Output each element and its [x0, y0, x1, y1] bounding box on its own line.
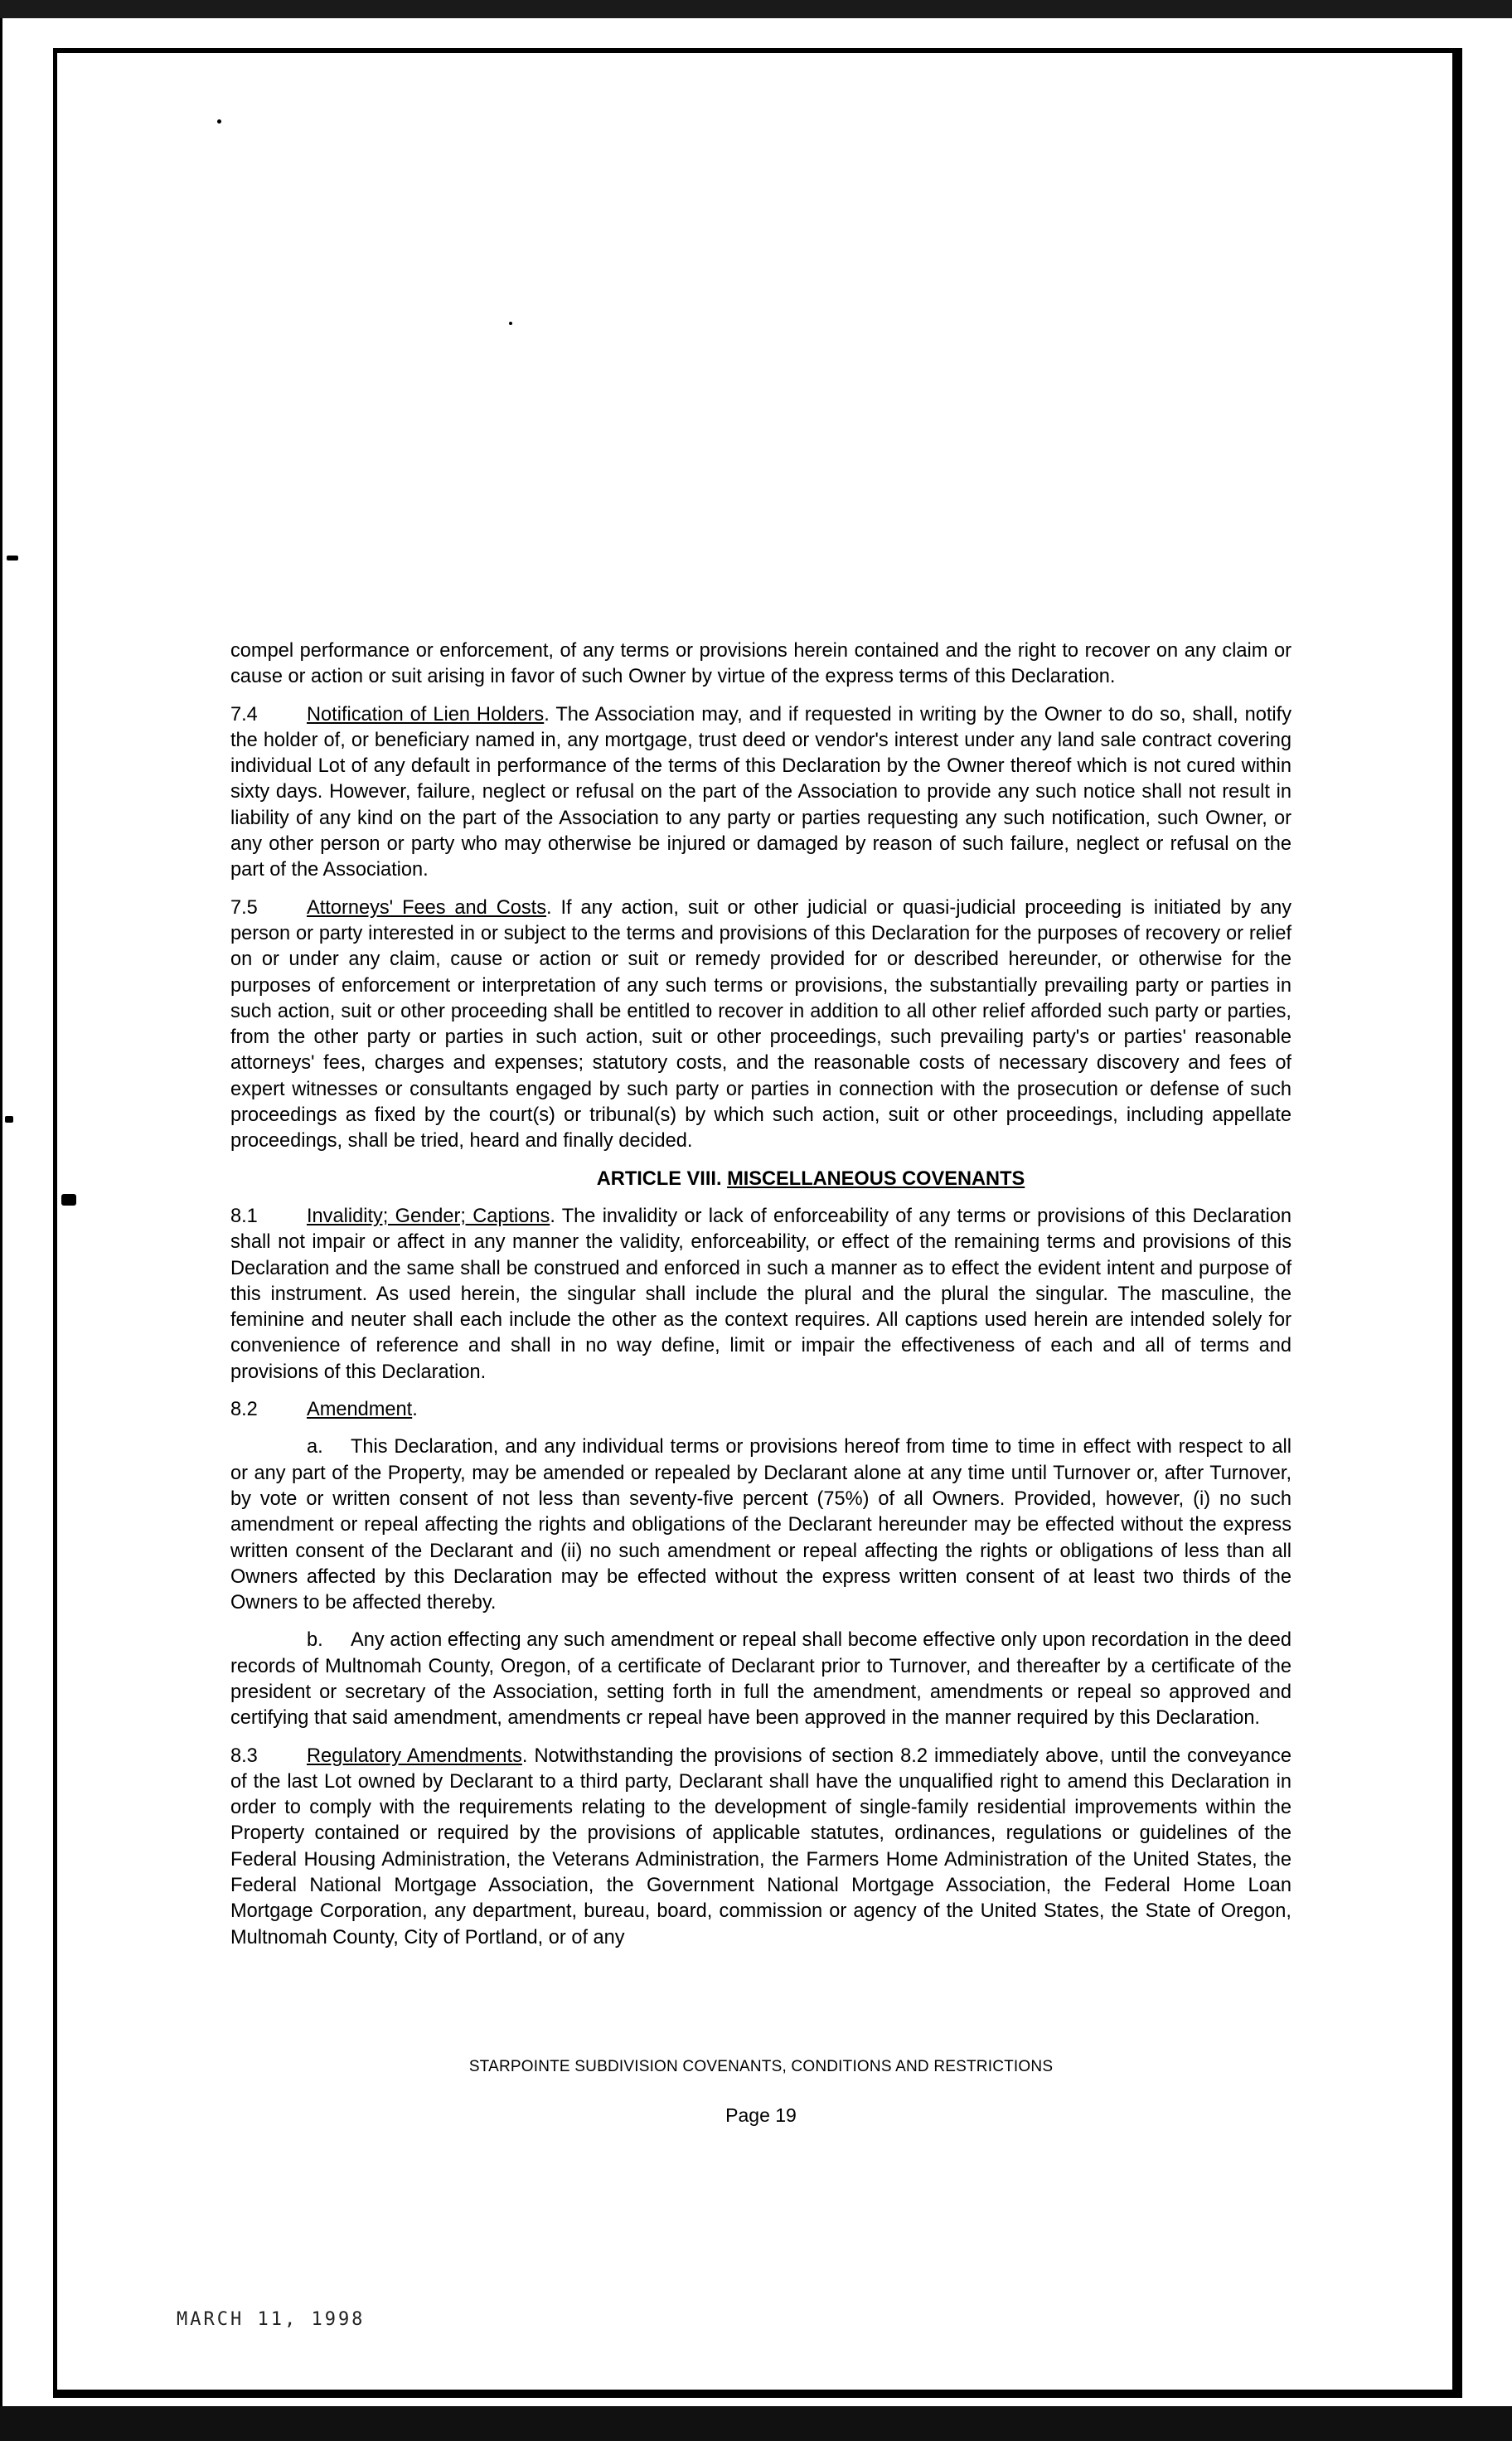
section-7-4: [230, 702, 1292, 884]
section-title: Notification of Lien Holders: [307, 703, 545, 726]
section-title: Attorneys' Fees and Costs: [307, 896, 547, 919]
section-text: . Notwithstanding the provisions of section 8.2 immediately above, until the conveyance of the last Lot owned by Declarant to a third party, Declarant shall have the unqualified right to amend this Declaration in order to comply with the requirements relating to the development of single-family residential improvements within the Property contained or required by the provisions of applicable statutes, ordinances, regulations or guidelines of the Federal Housing Administration, the Veterans Administration, the Farmers Home Administration of the United States, the Federal National Mortgage Association, the Government National Mortgage Association, the Federal Home Loan Mortgage Corporation, any department, bureau, board, commission or agency of the United States, the State of Oregon, Multnomah County, City of Portland, or of any: [230, 1745, 1292, 1948]
paragraph-continuation: compel performance or enforcement, of any terms or provisions herein contained and the right to recover on any claim or cause or action or suit arising in favor of such Owner by virtue of the express terms of this Declaration.: [230, 640, 1292, 688]
section-number: 8.1: [230, 1205, 258, 1227]
section-title: Amendment: [307, 1399, 413, 1421]
section-text: . The Association may, and if requested in writing by the Owner to do so, shall, notify the holder of, or beneficiary named in, any mortgage, trust deed or vendor's interest under any land sale contract covering individual Lot of any default in performance of the terms of this Declaration by the Owner thereof which is not cured within sixty days. However, failure, neglect or refusal on the part of the Association to provide any such notice shall not result in liability of any kind on the part of the Association to any party or parties requesting any such notification, such Owner, or any other person or party who may otherwise be injured or damaged by reason of such failure, neglect or refusal on the part of the Association.: [230, 703, 1292, 881]
section-title: Invalidity; Gender; Captions: [307, 1205, 550, 1227]
section-7-5: [230, 895, 1292, 1155]
subsection-label: b.: [307, 1629, 323, 1652]
date-stamp: MARCH 11, 1998: [177, 2309, 366, 2330]
section-number: 8.3: [230, 1745, 258, 1767]
scan-speck: [5, 1116, 13, 1123]
section-8-1: [230, 1204, 1292, 1385]
scan-top-border: [0, 0, 1512, 18]
subsection-a: [230, 1434, 1292, 1616]
footer-title: STARPOINTE SUBDIVISION COVENANTS, CONDITIONS AND RESTRICTIONS: [468, 2058, 1054, 2075]
section-number: 7.5: [230, 896, 258, 919]
section-8-3: [230, 1744, 1292, 1951]
scan-bottom-border: [0, 2406, 1512, 2441]
page-number: Page 19: [725, 2104, 797, 2126]
article-heading: [230, 1167, 1292, 1192]
section-period: .: [412, 1399, 418, 1421]
section-text: . The invalidity or lack of enforceability of any terms or provisions of this Declaration shall not impair or affect in any manner the validity, enforceability, or effect of the remaining terms and provisions of this Declaration and the same shall be construed and enforced in such a manner as to effect the evident intent and purpose of this instrument. As used herein, the singular shall include the plural and the plural the singular. The masculine, the feminine and neuter shall each include the other as the context requires. All captions used herein are intended solely for convenience of reference and shall in no way define, limit or impair the effectiveness of each and all of terms and provisions of this Declaration.: [230, 1205, 1292, 1383]
section-number: 8.2: [230, 1399, 258, 1421]
subsection-text: Any action effecting any such amendment or repeal shall become effective only upon recordation in the deed records of Multnomah County, Oregon, of a certificate of Declarant prior to Turnover, and thereafter by a certificate of the president or secretary of the Association, setting forth in full the amendment, amendments or repeal so approved and certifying that said amendment, amendments cr repeal have been approved in the manner required by this Declaration.: [230, 1629, 1292, 1730]
section-8-2: [230, 1397, 1292, 1423]
scan-left-edge: [0, 0, 2, 2441]
article-title: MISCELLANEOUS COVENANTS: [727, 1167, 1025, 1190]
subsection-b: [230, 1628, 1292, 1731]
scan-speck: [7, 556, 18, 561]
section-title: Regulatory Amendments: [307, 1745, 522, 1767]
subsection-text: This Declaration, and any individual terms or provisions hereof from time to time in effect with respect to all or any part of the Property, may be amended or repealed by Declarant alone at any time until Turnover or, after Turnover, by vote or written consent of not less than seventy-five percent (75%) of all Owners. Provided, however, (i) no such amendment or repeal affecting the rights and obligations of the Declarant hereunder may be effected without the express written consent of the Declarant and (ii) no such amendment or repeal affecting the rights or obligations of less than all Owners affected by this Declaration may be effected without the express written consent of at least two thirds of the Owners to be affected thereby.: [230, 1436, 1292, 1614]
scan-speck: [509, 322, 512, 325]
article-prefix: ARTICLE VIII.: [596, 1167, 728, 1190]
section-text: . If any action, suit or other judicial or quasi-judicial proceeding is initiated by any person or party interested in or subject to the terms and provisions of this Declaration for the purposes of recovery or relief on or under any claim, cause or action or suit or remedy provided for or described hereunder, or otherwise for the purposes of enforcement or interpretation of any such terms or provisions, the substantially prevailing party or parties in such action, suit or other proceeding shall be entitled to recover in addition to all other relief afforded such party or parties, from the other party or parties in such action, suit or other proceedings, such prevailing party's or parties' reasonable attorneys' fees, charges and expenses; statutory costs, and the reasonable costs of necessary discovery and fees of expert witnesses or consultants engaged by such party or parties in connection with the prosecution or defense of such proceedings as fixed by the court(s) or tribunal(s) by which such action, suit or other proceedings, including appellate proceedings, shall be tried, heard and finally decided.: [230, 896, 1292, 1153]
document-body: [230, 638, 1292, 1963]
scan-speck: [61, 1194, 76, 1206]
scan-speck: [217, 119, 221, 124]
section-number: 7.4: [230, 703, 258, 726]
subsection-label: a.: [307, 1436, 323, 1458]
